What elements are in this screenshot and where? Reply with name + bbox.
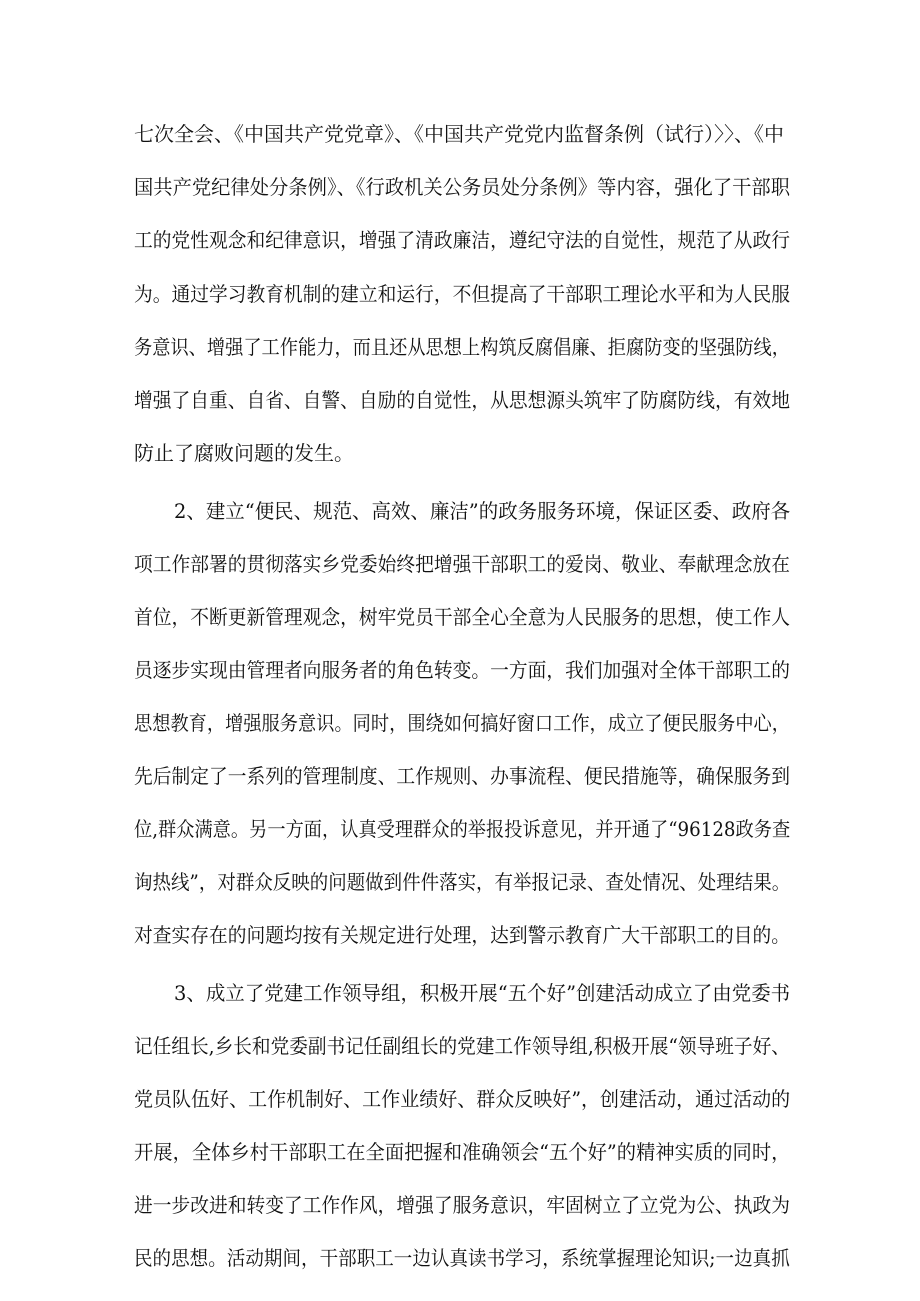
text-line: 进一步改进和转变了工作作风，增强了服务意识，牢固树立了立党为公、执政为 — [134, 1193, 790, 1217]
text-line: 项工作部署的贯彻落实乡党委始终把增强干部职工的爱岗、敬业、奉献理念放在 — [134, 552, 790, 576]
paragraph-3-first-line: 3、成立了党建工作领导组，积极开展“五个好”创建活动成立了由党委书 — [174, 981, 791, 1005]
text-line: 七次全会、《中国共产党党章》、《中国共产党党内监督条例（试行）〉〉、《中 — [134, 122, 784, 146]
text-line: 先后制定了一系列的管理制度、工作规则、办事流程、便民措施等，确保服务到 — [134, 764, 790, 788]
text-line: 增强了自重、自省、自警、自励的自觉性，从思想源头筑牢了防腐防线，有效地 — [134, 388, 790, 412]
text-line: 为。通过学习教育机制的建立和运行，不但提高了干部职工理论水平和为人民服 — [134, 282, 790, 306]
text-line: 询热线”，对群众反映的问题做到件件落实，有举报记录、查处情况、处理结果。 — [134, 870, 791, 894]
text-line: 位,群众满意。另一方面，认真受理群众的举报投诉意见，并开通了“96128政务查 — [134, 817, 791, 841]
paragraph-2-first-line: 2、建立“便民、规范、高效、廉洁”的政务服务环境，保证区委、政府各 — [174, 499, 791, 523]
text-line: 开展，全体乡村干部职工在全面把握和准确领会“五个好”的精神实质的同时， — [134, 1140, 791, 1164]
text-line: 对查实存在的问题均按有关规定进行处理，达到警示教育广大干部职工的目的。 — [134, 923, 790, 947]
text-line: 民的思想。活动期间，干部职工一边认真读书学习，系统掌握理论知识;一边真抓 — [134, 1246, 790, 1270]
text-line: 首位，不断更新管理观念，树牢党员干部全心全意为人民服务的思想，使工作人 — [134, 605, 790, 629]
text-line: 防止了腐败问题的发生。 — [134, 441, 354, 465]
text-line: 务意识、增强了工作能力，而且还从思想上构筑反腐倡廉、拒腐防变的坚强防线， — [134, 335, 790, 359]
text-line: 思想教育，增强服务意识。同时，围绕如何搞好窗口工作，成立了便民服务中心， — [134, 711, 790, 735]
text-line: 员逐步实现由管理者向服务者的角色转变。一方面，我们加强对全体干部职工的 — [134, 658, 790, 682]
text-line: 工的党性观念和纪律意识，增强了清政廉洁，遵纪守法的自觉性，规范了从政行 — [134, 228, 790, 252]
text-line: 记任组长,乡长和党委副书记任副组长的党建工作领导组,积极开展“领导班子好、 — [134, 1034, 790, 1058]
text-line: 国共产党纪律处分条例》、《行政机关公务员处分条例》等内容，强化了干部职 — [134, 175, 790, 199]
text-line: 党员队伍好、工作机制好、工作业绩好、群众反映好”，创建活动，通过活动的 — [134, 1087, 791, 1111]
